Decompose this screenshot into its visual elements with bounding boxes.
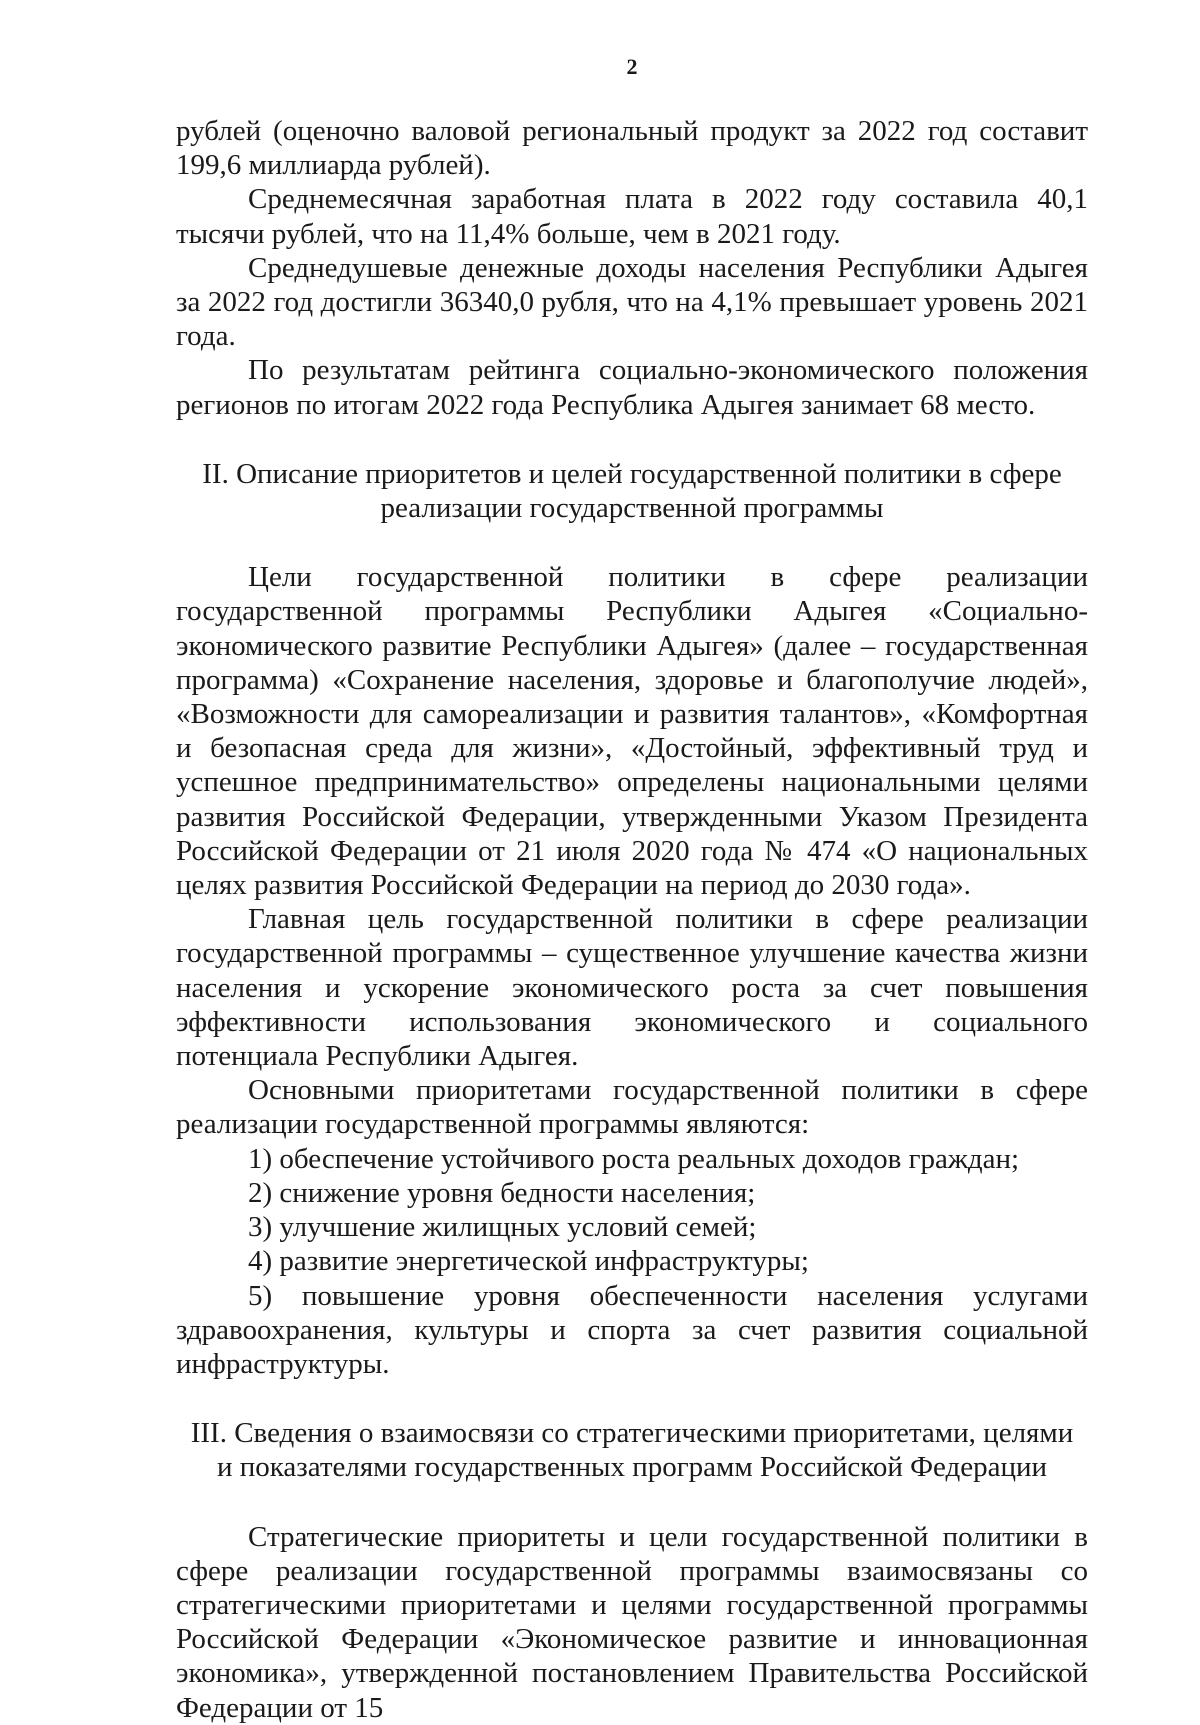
priority-item: 1) обеспечение устойчивого роста реальных доходов граждан; [248, 1142, 1020, 1175]
intro-continuation-paragraph: рублей (оценочно валовой региональный продукт за 2022 год составит 199,6 миллиарда рублей). [176, 115, 1088, 182]
section2-heading-line1: II. Описание приоритетов и целей государственной политики в сфере [202, 457, 1062, 490]
priority-item: 2) снижение уровня бедности населения; [248, 1176, 756, 1209]
section3-heading-line2: и показателями государственных программ Российской Федерации [216, 1451, 1048, 1484]
priority-item: 3) улучшение жилищных условий семей; [248, 1211, 757, 1244]
section3-strategic-paragraph: Стратегические приоритеты и цели государственной политики в сфере реализации государственной программы взаимосвязаны со стратегическими приоритетами и целями государственной программы Российской Федерации «Экономическое развитие и инновационная экономика», утвержденной постановлением Правительства Российской Федерации от 15 [176, 1520, 1088, 1724]
document-body [176, 114, 1088, 1725]
section2-heading [176, 457, 1088, 525]
section2-goals-paragraph: Цели государственной политики в сфере реализации государственной программы Республики Адыгея «Социально-экономического развитие Республики Адыгея» (далее – государственная программа) «Сохранение населения, здоровье и благополучие людей», «Возможности для самореализации и развития талантов», «Комфортная и безопасная среда для жизни», «Достойный, эффективный труд и успешное предпринимательство» определены национальными целями развития Российской Федерации, утвержденными Указом Президента Российской Федерации от 21 июля 2020 года № 474 «О национальных целях развития Российской Федерации на период до 2030 года». [176, 561, 1088, 902]
salary-paragraph: Среднемесячная заработная плата в 2022 году составила 40,1 тысячи рублей, что на 11,4% больше, чем в 2021 году. [176, 183, 1088, 250]
section2-heading-line2: реализации государственной программы [380, 492, 884, 525]
income-paragraph: Среднедушевые денежные доходы населения Республики Адыгея за 2022 год достигли 36340,0 рубля, что на 4,1% превышает уровень 2021 года. [176, 251, 1088, 353]
page-number: 2 [626, 54, 638, 79]
priority-item: 4) развитие энергетической инфраструктуры; [248, 1245, 809, 1278]
section2-priorities-intro: Основными приоритетами государственной политики в сфере реализации государственной программы являются: [176, 1074, 1088, 1141]
priority-item: 5) повышение уровня обеспеченности населения услугами здравоохранения, культуры и спорта за счет развития социальной инфраструктуры. [176, 1279, 1088, 1380]
rating-paragraph: По результатам рейтинга социально-экономического положения регионов по итогам 2022 года Республика Адыгея занимает 68 место. [176, 354, 1088, 421]
section3-heading [176, 1416, 1088, 1484]
section3-heading-line1: III. Сведения о взаимосвязи со стратегическими приоритетами, целями [190, 1417, 1074, 1450]
section2-main-goal-paragraph: Главная цель государственной политики в сфере реализации государственной программы – существенное улучшение качества жизни населения и ускорение экономического роста за счет повышения эффективности использования экономического и социального потенциала Республики Адыгея. [176, 903, 1088, 1073]
